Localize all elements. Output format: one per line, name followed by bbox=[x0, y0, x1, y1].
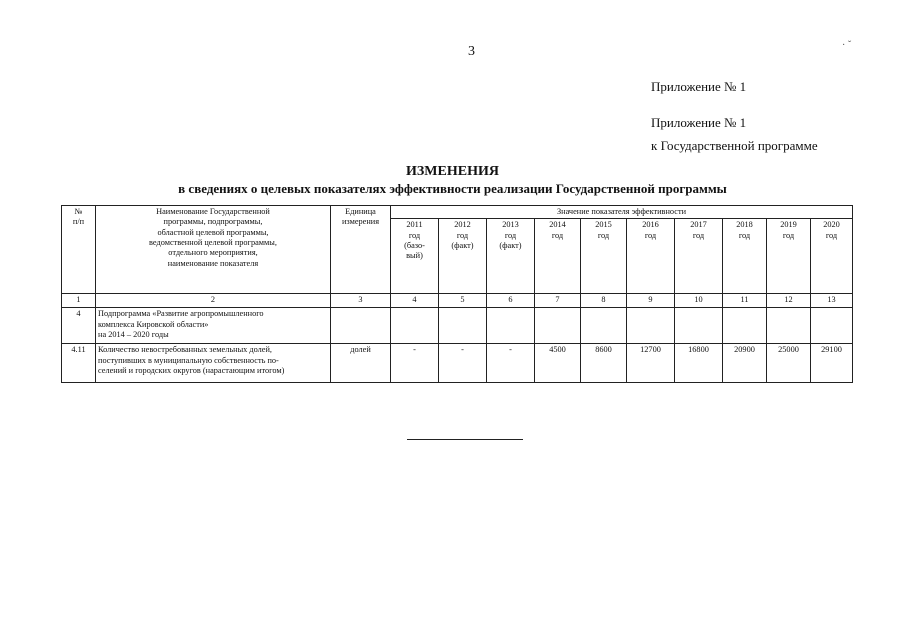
corner-mark: · ˇ bbox=[842, 40, 852, 51]
column-number: 12 bbox=[767, 294, 811, 308]
header-year-text: 2011 год (базо- вый) bbox=[404, 220, 425, 261]
row-value: - bbox=[391, 344, 439, 383]
appendix-label-repeat: Приложение № 1 bbox=[651, 115, 747, 130]
header-num-text: № п/п bbox=[72, 207, 85, 227]
row-value: 29100 bbox=[811, 344, 853, 383]
column-number: 13 bbox=[811, 294, 853, 308]
column-number: 9 bbox=[627, 294, 675, 308]
row-value bbox=[675, 308, 723, 344]
page-number: 3 bbox=[468, 44, 475, 59]
header-year bbox=[811, 219, 853, 294]
row-value bbox=[723, 308, 767, 344]
header-value-group-text: Значение показателя эффективности bbox=[556, 207, 687, 216]
row-value: 20900 bbox=[723, 344, 767, 383]
header-year-text: 2020 год bbox=[823, 220, 840, 240]
column-number: 10 bbox=[675, 294, 723, 308]
header-year bbox=[767, 219, 811, 294]
row-value: 16800 bbox=[675, 344, 723, 383]
header-year-text: 2019 год bbox=[780, 220, 797, 240]
header-year-text: 2017 год bbox=[690, 220, 707, 240]
column-number: 1 bbox=[62, 294, 96, 308]
column-number: 7 bbox=[535, 294, 581, 308]
row-unit bbox=[331, 308, 391, 344]
row-value bbox=[439, 308, 487, 344]
document-title: ИЗМЕНЕНИЯ bbox=[406, 164, 499, 179]
row-value bbox=[767, 308, 811, 344]
row-value bbox=[535, 308, 581, 344]
header-year-text: 2016 год bbox=[642, 220, 659, 240]
column-number: 8 bbox=[581, 294, 627, 308]
header-year-text: 2018 год bbox=[736, 220, 753, 240]
column-number: 3 bbox=[331, 294, 391, 308]
table-row-indicator bbox=[62, 344, 853, 383]
header-year bbox=[535, 219, 581, 294]
document-subtitle: в сведениях о целевых показателях эффективности реализации Государственной программы bbox=[178, 181, 727, 196]
header-year bbox=[581, 219, 627, 294]
row-value bbox=[391, 308, 439, 344]
column-number: 4 bbox=[391, 294, 439, 308]
header-year bbox=[723, 219, 767, 294]
header-year-text: 2013 год (факт) bbox=[499, 220, 522, 251]
header-year bbox=[675, 219, 723, 294]
appendix-label: Приложение № 1 bbox=[651, 79, 747, 94]
row-value bbox=[627, 308, 675, 344]
header-year bbox=[627, 219, 675, 294]
row-value bbox=[487, 308, 535, 344]
header-unit-text: Единица измерения bbox=[341, 207, 380, 227]
header-unit bbox=[331, 206, 391, 294]
row-value: 12700 bbox=[627, 344, 675, 383]
row-value bbox=[811, 308, 853, 344]
header-year bbox=[487, 219, 535, 294]
appendix-program-ref: к Государственной программе bbox=[651, 138, 818, 153]
header-year bbox=[439, 219, 487, 294]
row-unit: долей bbox=[331, 344, 391, 383]
column-number: 2 bbox=[96, 294, 331, 308]
header-value-group bbox=[391, 206, 853, 219]
column-numbers-row bbox=[62, 294, 853, 308]
header-name bbox=[96, 206, 331, 294]
row-name bbox=[96, 344, 331, 383]
row-value: 25000 bbox=[767, 344, 811, 383]
row-value: 8600 bbox=[581, 344, 627, 383]
header-year-text: 2012 год (факт) bbox=[451, 220, 474, 251]
row-name bbox=[96, 308, 331, 344]
row-value bbox=[581, 308, 627, 344]
table-row-subprogram bbox=[62, 308, 853, 344]
row-name-text: Подпрограмма «Развитие агропромышленного комплекса Кировской области» на 2014 – 2020 годы bbox=[98, 309, 264, 340]
column-number: 5 bbox=[439, 294, 487, 308]
header-name-text: Наименование Государственной программы, подпрограммы, областной целевой программы, ведомственной целевой программы, отдельного мероприятия, наименование показателя bbox=[149, 207, 277, 268]
header-num bbox=[62, 206, 96, 294]
header-year bbox=[391, 219, 439, 294]
row-value: - bbox=[439, 344, 487, 383]
indicators-table bbox=[61, 205, 853, 383]
row-value: 4500 bbox=[535, 344, 581, 383]
row-num: 4.11 bbox=[62, 344, 96, 383]
closing-divider bbox=[407, 439, 523, 440]
row-name-text: Количество невостребованных земельных долей, поступивших в муниципальную собственность по- селений и городских округов (нарастающим итогом) bbox=[98, 345, 285, 376]
column-number: 6 bbox=[487, 294, 535, 308]
header-year-text: 2015 год bbox=[595, 220, 612, 240]
row-value: - bbox=[487, 344, 535, 383]
header-year-text: 2014 год bbox=[549, 220, 566, 240]
column-number: 11 bbox=[723, 294, 767, 308]
row-num: 4 bbox=[62, 308, 96, 344]
